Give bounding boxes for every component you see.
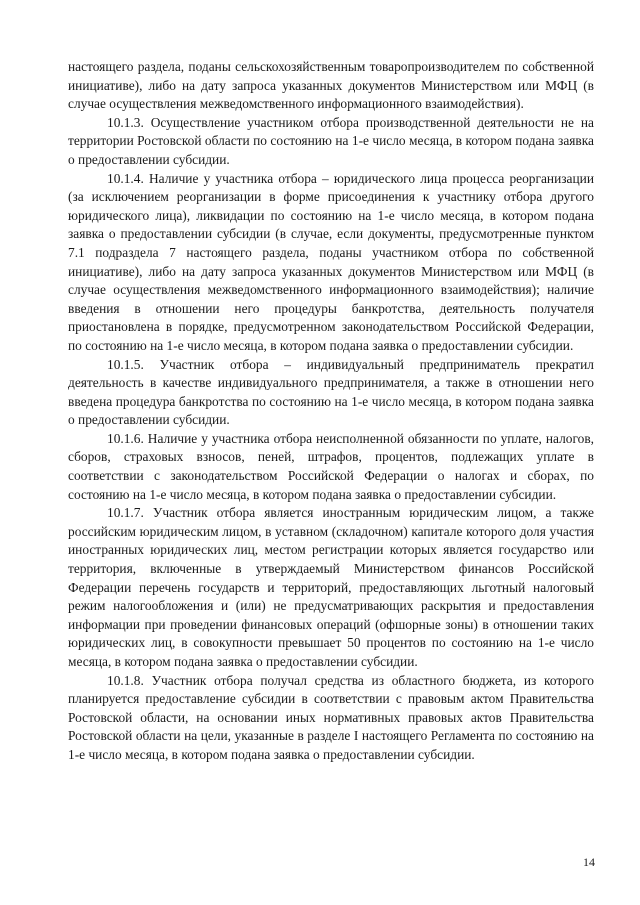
- paragraph-10-1-6: 10.1.6. Наличие у участника отбора неисполненной обязанности по уплате, налогов, сборов, страховых взносов, пеней, штрафов, процентов, подлежащих уплате в соответствии с законодательством Российской Федерации о налогах и сборах, по состоянию на 1-е число месяца, в котором подана заявка о предоставлении субсидии.: [68, 430, 594, 502]
- paragraph-10-1-5: 10.1.5. Участник отбора – индивидуальный предприниматель прекратил деятельность в качестве индивидуального предпринимателя, а также в отношении него введена процедура банкротства по состоянию на 1-е число месяца, в котором подана заявка о предоставлении субсидии.: [68, 356, 594, 428]
- paragraph-10-1-8: 10.1.8. Участник отбора получал средства из областного бюджета, из которого планируется предоставление субсидии в соответствии с правовым актом Правительства Ростовской области, на основании иных нормативных правовых актов Правительства Ростовской области на цели, указанные в разделе I настоящего Регламента по состоянию на 1-е число месяца, в котором подана заявка о предоставлении субсидии.: [68, 672, 594, 762]
- page-number: 14: [583, 855, 595, 869]
- paragraph-continuation: настоящего раздела, поданы сельскохозяйственным товаропроизводителем по собственной инициативе), либо на дату запроса указанных документов Министерством или МФЦ (в случае осуществления межведомственного информационного взаимодействия).: [68, 59, 594, 112]
- document-body: [68, 58, 594, 765]
- paragraph-10-1-3: 10.1.3. Осуществление участником отбора производственной деятельности не на территории Ростовской области по состоянию на 1-е число месяца, в котором подана заявка о предоставлении субсидии.: [68, 114, 594, 167]
- paragraph-10-1-4: 10.1.4. Наличие у участника отбора – юридического лица процесса реорганизации (за исключением реорганизации в форме присоединения к участнику отбора другого юридического лица), ликвидации по состоянию на 1-е число месяца, в котором подана заявка о предоставлении субсидии (в случае, если документы, предусмотренные пунктом 7.1 подраздела 7 настоящего раздела, поданы участником отбора по собственной инициативе), либо на дату запроса указанных документов Министерством или МФЦ (в случае осуществления межведомственного информационного взаимодействия); наличие введения в отношении него процедуры банкротства, деятельность получателя приостановлена в порядке, предусмотренном законодательством Российской Федерации, по состоянию на 1-е число месяца, в котором подана заявка о предоставлении субсидии.: [68, 170, 594, 353]
- paragraph-10-1-7: 10.1.7. Участник отбора является иностранным юридическим лицом, а также российским юридическим лицом, в уставном (складочном) капитале которого доля участия иностранных юридических лиц, местом регистрации которых является государство или территория, включенные в утверждаемый Министерством финансов Российской Федерации перечень государств и территорий, предоставляющих льготный налоговый режим налогообложения и (или) не предусматривающих раскрытия и предоставления информации при проведении финансовых операций (офшорные зоны) в отношении таких юридических лиц, в совокупности превышает 50 процентов по состоянию на 1-е число месяца, в котором подана заявка о предоставлении субсидии.: [68, 505, 594, 669]
